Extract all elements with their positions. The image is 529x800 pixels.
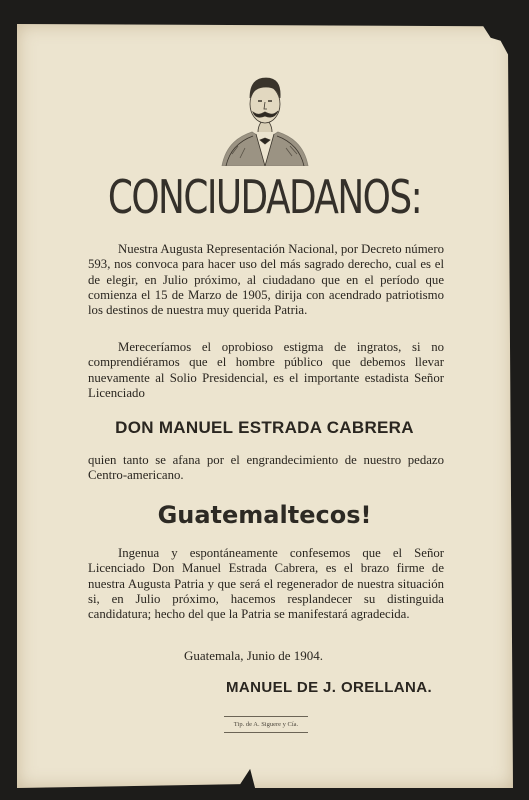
date-line: Guatemala, Junio de 1904. (184, 648, 323, 663)
paragraph-candidacy (88, 546, 444, 622)
subheading-guatemaltecos: Guatemaltecos! (157, 501, 372, 529)
signature: MANUEL DE J. ORELLANA. (226, 679, 433, 696)
paragraph-decree-text: Nuestra Augusta Representación Nacional, por Decreto número 593, nos convoca para hacer uso del más sagrado derecho, cual es el de elegir, en Julio próximo, al ciudadano que en el período que comienza el 15 de Marzo de 1905, dirija con acendrado patriotismo los destinos de nuestra muy querida Patria. (88, 242, 444, 318)
paragraph-decree (88, 242, 444, 318)
poster-title: CONCIUDADANOS: (107, 170, 422, 224)
paragraph-candidacy-text: Ingenua y espontáneamente confesemos que el Señor Licenciado Don Manuel Estrada Cabrera, es el brazo firme de nuestra Augusta Patria y que será el regenerador de nuestra situación si, en Julio próximo, hacemos resplandecer su distinguida candidatura; hecho del que la Patria se manifestará agradecida. (88, 546, 444, 622)
printer-rule-top (224, 716, 308, 717)
portrait-illustration (220, 74, 310, 166)
paragraph-ingratitude (88, 340, 444, 401)
printer-credit: Tip. de A. Siguere y Cía. (233, 721, 299, 728)
paragraph-engrandecimiento: quien tanto se afana por el engrandecimiento de nuestro pedazo Centro-americano. (88, 453, 444, 483)
candidate-name: DON MANUEL ESTRADA CABRERA (115, 418, 414, 437)
printer-rule-bottom (224, 732, 308, 733)
paragraph-ingratitude-text: Mereceríamos el oprobioso estigma de ingratos, si no comprendiéramos que el hombre público que debemos llevar nuevamente al Solio Presidencial, es el importante estadista Señor Licenciado (88, 340, 444, 400)
